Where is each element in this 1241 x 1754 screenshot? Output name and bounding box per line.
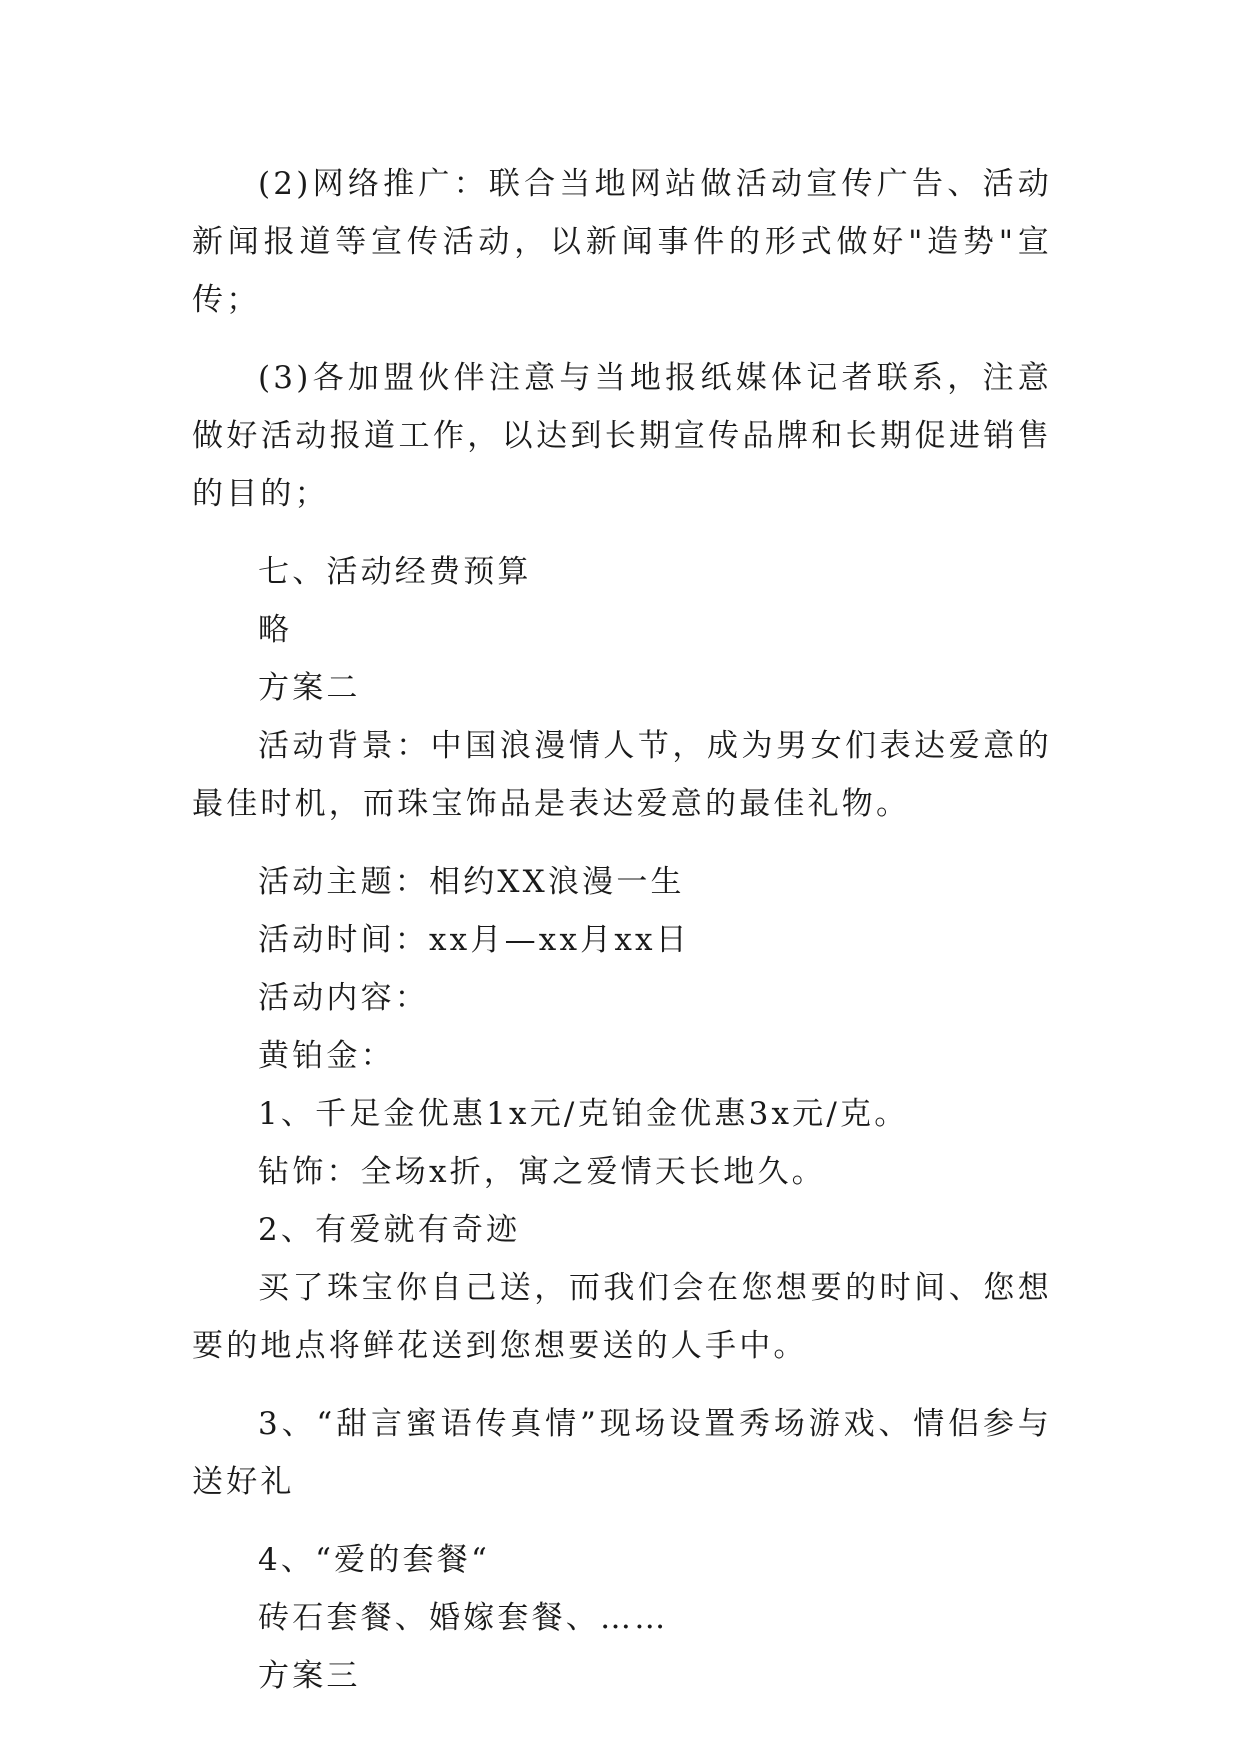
paragraph-item-1: 1、千足金优惠1x元/克铂金优惠3x元/克。 xyxy=(258,1096,909,1132)
paragraph-flower-delivery: 买了珠宝你自己送，而我们会在您想要的时间、您想要的地点将鲜花送到您想要送的人手中。 xyxy=(192,1270,1052,1364)
heading-plan-two: 方案二 xyxy=(258,670,361,706)
paragraph-gold-platinum: 黄铂金： xyxy=(258,1038,395,1074)
paragraph-background: 活动背景：中国浪漫情人节，成为男女们表达爱意的最佳时机，而珠宝饰品是表达爱意的最佳礼物。 xyxy=(192,728,1052,822)
paragraph-item-4: 4、“爱的套餐“ xyxy=(258,1542,491,1578)
heading-plan-three: 方案三 xyxy=(258,1658,361,1694)
paragraph-network-promotion: (2)网络推广：联合当地网站做活动宣传广告、活动新闻报道等宣传活动，以新闻事件的形式做好"造势"宣传； xyxy=(192,166,1052,318)
document-body xyxy=(192,155,1052,1705)
paragraph-item-2: 2、有爱就有奇迹 xyxy=(258,1212,521,1248)
section-heading-budget: 七、活动经费预算 xyxy=(258,554,532,590)
paragraph-item-3: 3、“甜言蜜语传真情”现场设置秀场游戏、情侣参与送好礼 xyxy=(192,1406,1052,1500)
paragraph-time: 活动时间：xx月—xx月xx日 xyxy=(258,922,690,958)
paragraph-diamond: 钻饰：全场x折，寓之爱情天长地久。 xyxy=(258,1154,826,1190)
paragraph-omitted: 略 xyxy=(258,612,293,648)
paragraph-partner-media: (3)各加盟伙伴注意与当地报纸媒体记者联系，注意做好活动报道工作，以达到长期宣传品牌和长期促进销售的目的； xyxy=(192,360,1052,512)
paragraph-packages: 砖石套餐、婚嫁套餐、…… xyxy=(258,1600,669,1636)
paragraph-content-label: 活动内容： xyxy=(258,980,429,1016)
paragraph-theme: 活动主题：相约XX浪漫一生 xyxy=(258,864,685,900)
